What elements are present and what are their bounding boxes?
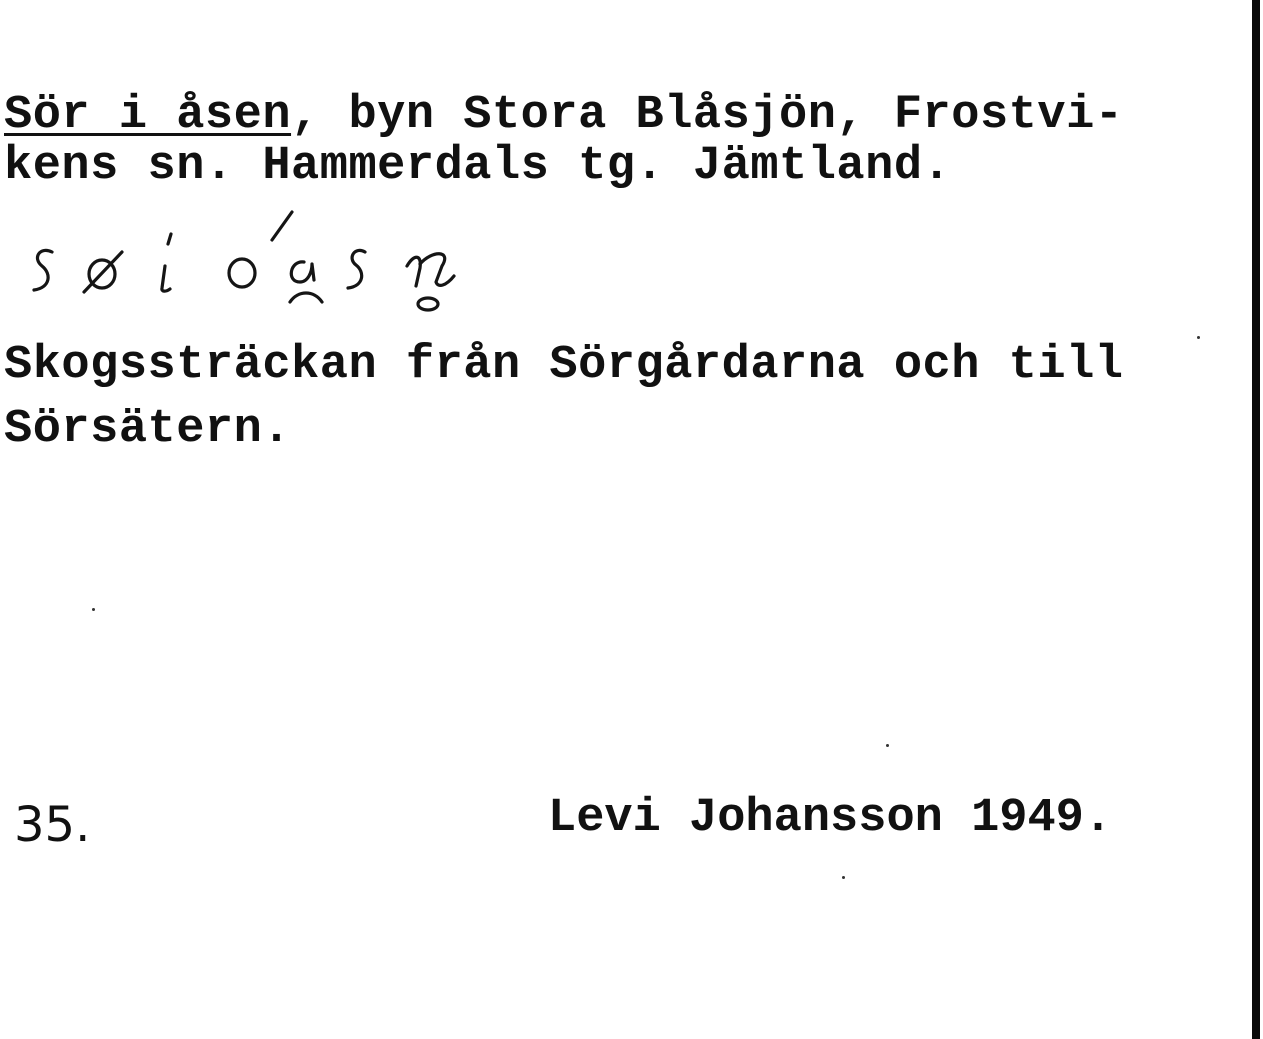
location-line-1 — [4, 89, 1124, 142]
description-line-1: Skogssträckan från Sörgårdarna och till — [4, 339, 1124, 392]
phonetic-transcription — [22, 210, 482, 320]
location-line-2: kens sn. Hammerdals tg. Jämtland. — [4, 140, 952, 193]
paper-speck — [1197, 336, 1200, 339]
headword: Sör i åsen — [4, 89, 292, 142]
paper-speck — [886, 744, 889, 747]
location-line-1-rest: , byn Stora Blåsjön, Frostvi- — [291, 89, 1124, 142]
recorder-signature: Levi Johansson 1949. — [548, 792, 1113, 845]
description-line-2: Sörsätern. — [4, 403, 292, 456]
card-number: 35. — [14, 797, 91, 853]
card-edge-border — [1252, 0, 1260, 1039]
paper-speck — [92, 608, 95, 611]
phonetic-handwriting — [22, 210, 482, 320]
paper-speck — [842, 876, 845, 879]
